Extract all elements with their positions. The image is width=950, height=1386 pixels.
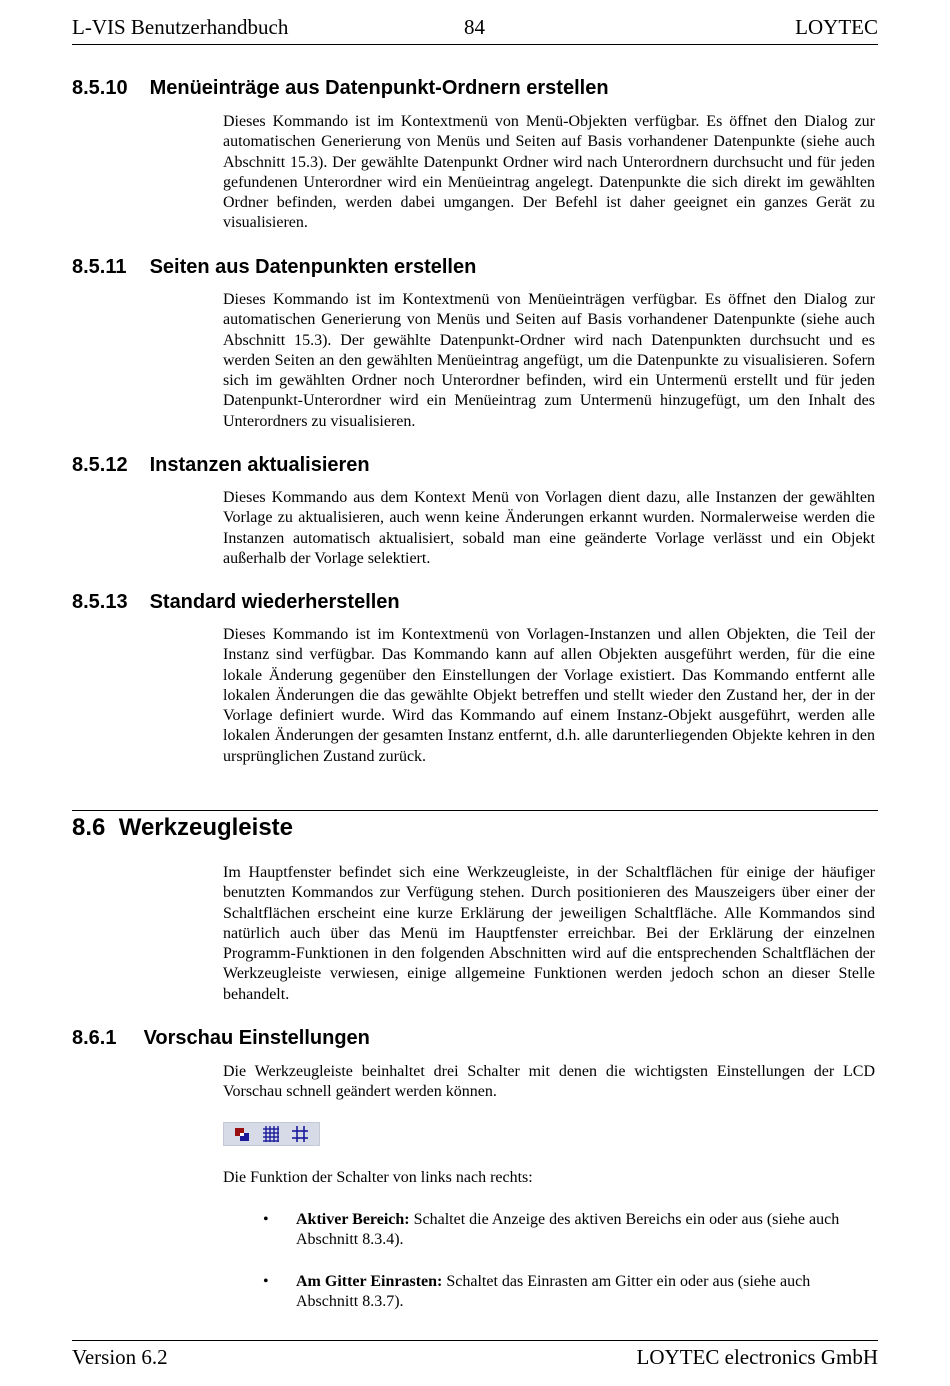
chapter-rule	[72, 810, 878, 811]
section-heading-8-6	[72, 814, 293, 842]
toolbar-intro-text: Die Funktion der Schalter von links nach rechts:	[223, 1169, 533, 1186]
header-manual-title: L-VIS Benutzerhandbuch	[72, 15, 289, 39]
section-title: Seiten aus Datenpunkten erstellen	[149, 256, 477, 278]
section-title: Menüeinträge aus Datenpunkt-Ordnern erstellen	[149, 77, 609, 99]
list-item-term: Am Gitter Einrasten:	[296, 1273, 443, 1290]
footer-version: Version 6.2	[72, 1345, 168, 1369]
footer-company: LOYTEC electronics GmbH	[636, 1345, 878, 1369]
section-heading-8-6-1	[72, 1027, 370, 1050]
section-heading-8-5-10	[72, 77, 609, 100]
section-number: 8.5.10	[72, 77, 128, 99]
section-body-8-6-1: Die Werkzeugleiste beinhaltet drei Schalter mit denen die wichtigsten Einstellungen der LCD Vorschau schnell geändert werden können.	[223, 1063, 875, 1101]
section-number: 8.5.11	[72, 256, 127, 278]
section-title: Vorschau Einstellungen	[143, 1027, 370, 1049]
page-footer	[72, 1340, 878, 1373]
section-body-8-5-12: Dieses Kommando aus dem Kontext Menü von Vorlagen dient dazu, alle Instanzen der gewählten Vorlage zu aktualisieren, auch wenn keine Änderungen erkannt wurden. Normalerweise werden die Instanzen automatisch aktualisiert, sobald man eine geänderte Vorlage verlässt und ein Objekt außerhalb der Vorlage selektiert.	[223, 489, 875, 567]
switch-list-2	[223, 1272, 875, 1313]
list-item-term: Aktiver Bereich:	[296, 1211, 410, 1228]
header-company: LOYTEC	[795, 15, 878, 39]
section-body-8-6: Im Hauptfenster befindet sich eine Werkzeugleiste, in der Schaltflächen für einige der häufiger benutzten Kommandos zur Verfügung stehen. Durch positionieren des Mauszeigers über einer der Schaltflächen erscheint eine kurze Erklärung der jeweiligen Schaltfläche. Alle Kommandos sind natürlich auch über das Menü im Hauptfenster erreichbar. Bei der Erklärung der einzelnen Programm-Funktionen in den folgenden Abschnitten wird auf die entsprechenden Schaltflächen der Werkzeugleiste verwiesen, einige allgemeine Funktionen werden jedoch schon an dieser Stelle behandelt.	[223, 864, 875, 1003]
snap-grid-icon[interactable]	[290, 1124, 310, 1144]
section-title: Instanzen aktualisieren	[149, 454, 370, 476]
preview-toolbar-image	[223, 1122, 320, 1146]
section-body-8-5-11: Dieses Kommando ist im Kontextmenü von Menüeinträgen verfügbar. Es öffnet den Dialog zur automatischen Generierung von Menüs und Seiten auf Basis vorhandener Datenpunkte (siehe auch Abschnitt 15.3). Der gewählte Datenpunkt-Ordner wird nach Datenpunkten durchsucht und es werden Seiten an den gewählten Menüeintrag angefügt, um die Datenpunkte zu visualisieren. Sofern sich im gewählten Ordner noch Unterordner befinden, wird ein Untermenü erstellt und für jeden Datenpunkt-Unterordner wird ein Menüeintrag zum Untermenü hinzugefügt, um den Inhalt des Unterordners zu visualisieren.	[223, 291, 875, 430]
section-body-8-5-10: Dieses Kommando ist im Kontextmenü von Menü-Objekten verfügbar. Es öffnet den Dialog zur automatischen Generierung von Menüs und Seiten auf Basis vorhandener Datenpunkte (siehe auch Abschnitt 15.3). Der gewählte Datenpunkt Ordner wird nach Unterordnern durchsucht und für jeden gefundenen Unterordner wird ein Menüeintrag angelegt. Datenpunkte die sich direkt im gewählten Ordner befinden, werden dabei umgangen. Der Befehl ist daher geeignet ein ganzes Gerät zu visualisieren.	[223, 113, 875, 232]
section-number: 8.6	[72, 814, 106, 841]
grid-icon[interactable]	[261, 1124, 281, 1144]
bullet-glyph: •	[263, 1211, 269, 1228]
page-header	[72, 14, 878, 45]
section-body-8-5-13: Dieses Kommando ist im Kontextmenü von Vorlagen-Instanzen und allen Objekten, die Teil der Instanz sind verfügbar. Das Kommando kann auf allen Objekten ausgeführt werden, für die eine lokale Änderung gegenüber den Einstellungen der Vorlage existiert. Das Kommando entfernt alle lokalen Änderungen die das gewählte Objekt betreffen und stellt wieder den Zustand her, der in der Vorlage definiert wurde. Wird das Kommando auf einem Instanz-Objekt ausgeführt, werden alle lokalen Änderungen der gesamten Instanz entfernt, d.h. alle darunterliegenden Objekte kehren in den ursprünglichen Zustand zurück.	[223, 626, 875, 765]
section-heading-8-5-12	[72, 454, 370, 477]
section-number: 8.5.13	[72, 591, 128, 613]
section-number: 8.6.1	[72, 1027, 117, 1049]
section-heading-8-5-13	[72, 591, 400, 614]
section-title: Standard wiederherstellen	[149, 591, 400, 613]
bullet-glyph: •	[263, 1273, 269, 1290]
list-item-text: Schaltet die Anzeige des aktiven Bereichs ein oder aus (siehe auch Abschnitt 8.3.4).	[296, 1211, 840, 1249]
section-number: 8.5.12	[72, 454, 128, 476]
section-heading-8-5-11	[72, 256, 476, 279]
header-page-number: 84	[464, 15, 485, 39]
list-item	[223, 1210, 875, 1251]
switch-list	[223, 1210, 875, 1251]
list-item	[223, 1272, 875, 1313]
section-title: Werkzeugleiste	[118, 814, 294, 841]
list-item-text: Schaltet das Einrasten am Gitter ein oder aus (siehe auch Abschnitt 8.3.7).	[296, 1273, 811, 1311]
active-area-icon[interactable]	[232, 1124, 252, 1144]
